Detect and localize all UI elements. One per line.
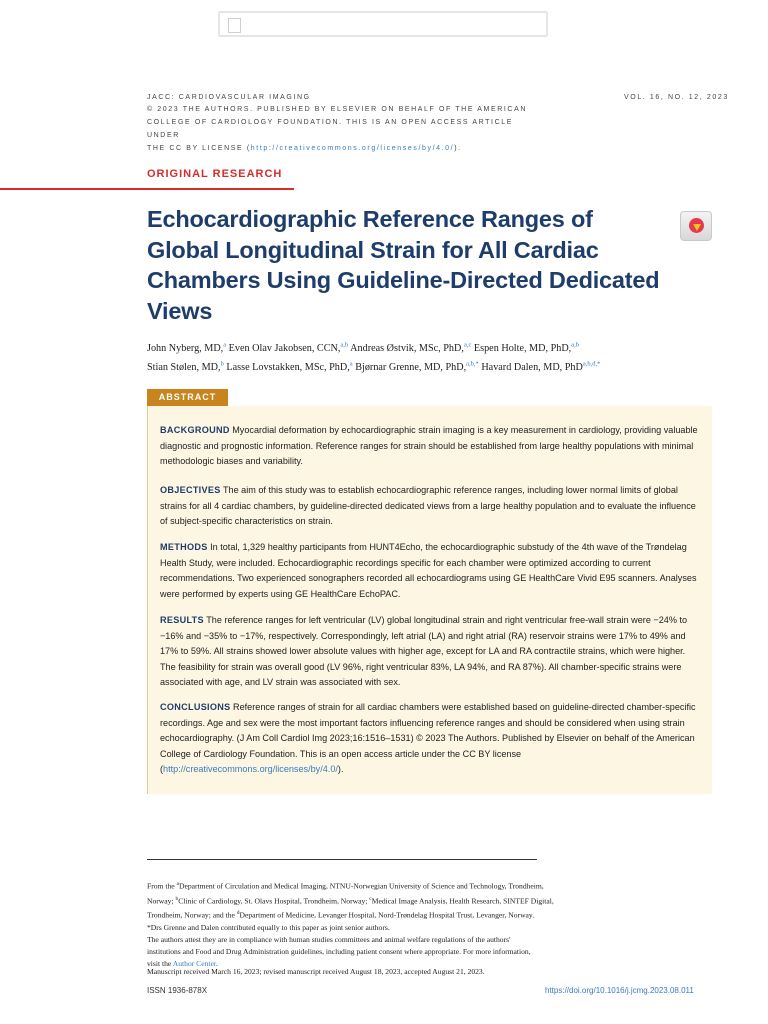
abstract-text: ).	[337, 764, 344, 774]
article-title: Echocardiographic Reference Ranges of Global Longitudinal Strain for All Cardiac Chambers Using Guideline-Directed Dedicated Views	[147, 206, 660, 324]
abstract-text: Myocardial deformation by echocardiographic strain imaging is a key measurement in cardiology, providing valuable diagnostic and prognostic information. Reference ranges for strain should be established from large healthy populations with minimal methodologic biases and variability.	[160, 425, 698, 466]
abstract-box	[147, 406, 712, 794]
abstract-text: The aim of this study was to establish echocardiographic reference ranges, including lower normal limits of global strains for all 4 cardiac chambers, by guideline-directed dedicated views from a large healthy population and to evaluate the influence of subject-specific characteristics on strain.	[160, 485, 696, 526]
license-link[interactable]: http://creativecommons.org/licenses/by/4.0/	[163, 764, 338, 774]
copyright-text: ).	[454, 145, 462, 152]
abstract-results	[160, 613, 700, 691]
volume-info: VOL. 16, NO. 12, 2023	[624, 94, 729, 101]
abstract-heading: RESULTS	[160, 615, 204, 625]
attestation-line: institutions and Food and Drug Administration guidelines, including patient consent where appropriate. For more information,	[147, 946, 531, 956]
abstract-text: In total, 1,329 healthy participants from HUNT4Echo, the echocardiographic substudy of the 4th wave of the Trøndelag Health Study, were included. Echocardiographic recordings specific for each chamber were optimized according to current recommendations. Two experienced sonographers recorded all echocardiograms using GE HealthCare Vivid E95 scanners. Analyses were performed by experts using GE HealthCare EchoPAC.	[160, 542, 697, 599]
abstract-heading: METHODS	[160, 542, 208, 552]
copyright-block	[147, 103, 547, 155]
crossmark-button[interactable]	[680, 211, 712, 241]
attestation-line: visit the Author Center.	[147, 958, 218, 968]
author-center-link[interactable]: Author Center	[172, 958, 216, 968]
affiliations	[147, 878, 647, 970]
equal-contribution-note: *Drs Grenne and Dalen contributed equally to this paper as joint senior authors.	[147, 922, 390, 932]
abstract-heading: CONCLUSIONS	[160, 702, 231, 712]
attestation-line: The authors attest they are in compliance with human studies committees and animal welfare regulations of the authors'	[147, 934, 511, 944]
author-list	[147, 338, 727, 376]
abstract-conclusions	[160, 700, 700, 778]
author: Havard Dalen, MD, PhD$^{a,b,d,*}$	[481, 360, 601, 374]
license-link[interactable]: http://creativecommons.org/licenses/by/4.0/	[250, 145, 455, 152]
author: John Nyberg, MD,$^a$	[147, 342, 227, 355]
abstract-text: Reference ranges of strain for all cardiac chambers were established based on guideline-directed chamber-specific recordings. Age and sex were the most important factors influencing reference ranges and should be considered when using strain echocardiography. (J Am Coll Cardiol Img 2023;16:1516–1531) © 2023 The Authors. Published by Elsevier on behalf of the American College of Cardiology Foundation. This is an open access article under the CC BY license (	[160, 702, 696, 774]
affiliation-line: Norway; $^b$Clinic of Cardiology, St. Olavs Hospital, Trondheim, Norway; $^c$Medical Image Analysis, Health Research, SINTEF Digital,	[147, 895, 554, 906]
top-toolbar	[218, 11, 548, 37]
author: Bjørnar Grenne, MD, PhD,$^{a,b,*}$	[355, 360, 479, 374]
affiliation-line: Trondheim, Norway; and the $^d$Department of Medicine, Levanger Hospital, Nord-Trøndelag Hospital Trust, Levanger, Norway.	[147, 910, 535, 920]
author: Andreas Østvik, MSc, PhD,$^{a,c}$	[350, 342, 472, 355]
section-label: ORIGINAL RESEARCH	[147, 168, 283, 180]
author: Even Olav Jakobsen, CCN,$^{a,b}$	[228, 342, 349, 355]
author: Stian Stølen, MD,$^b$	[147, 360, 224, 374]
abstract-methods	[160, 540, 700, 602]
abstract-heading: BACKGROUND	[160, 425, 230, 435]
copyright-line: © 2023 THE AUTHORS. PUBLISHED BY ELSEVIER ON BEHALF OF THE AMERICAN	[147, 106, 527, 113]
footnote-divider	[147, 859, 537, 860]
author: Espen Holte, MD, PhD,$^{a,b}$	[473, 342, 579, 355]
journal-name: JACC: CARDIOVASCULAR IMAGING	[147, 94, 311, 101]
page-icon	[228, 18, 241, 33]
abstract-text: The reference ranges for left ventricular (LV) global longitudinal strain and right ventricular free-wall strain were −24% to −16% and −35% to −17%, respectively. Correspondingly, left atrial (LA) and right atrial (RA) reservoir strains were 17% to 49% and 17% to 59%. All strains showed lower absolute values with higher age, except for LA and RA contractile strains, which were higher. The feasibility for strain was overall good (LV 96%, right ventricular 83%, LA 94%, and RA 87%). All chamber-specific strains were associated with age, and LV strain was associated with sex.	[160, 615, 688, 687]
section-divider	[0, 188, 294, 190]
copyright-line: COLLEGE OF CARDIOLOGY FOUNDATION. THIS IS AN OPEN ACCESS ARTICLE UNDER	[147, 119, 513, 139]
copyright-line	[147, 142, 547, 155]
abstract-objectives	[160, 483, 700, 530]
issn: ISSN 1936-878X	[147, 986, 208, 995]
bookmark-icon	[693, 224, 701, 231]
manuscript-dates: Manuscript received March 16, 2023; revised manuscript received August 18, 2023, accepted August 21, 2023.	[147, 967, 485, 976]
affiliation-line: From the $^a$Department of Circulation and Medical Imaging, NTNU-Norwegian University of Science and Technology, Trondheim,	[147, 881, 544, 891]
abstract-label: ABSTRACT	[147, 389, 228, 406]
copyright-text: THE CC BY LICENSE (	[147, 145, 251, 152]
abstract-background	[160, 423, 700, 470]
abstract-heading: OBJECTIVES	[160, 485, 221, 495]
author: Lasse Lovstakken, MSc, PhD,$^a$	[226, 360, 353, 374]
doi-link[interactable]: https://doi.org/10.1016/j.jcmg.2023.08.011	[545, 986, 694, 995]
